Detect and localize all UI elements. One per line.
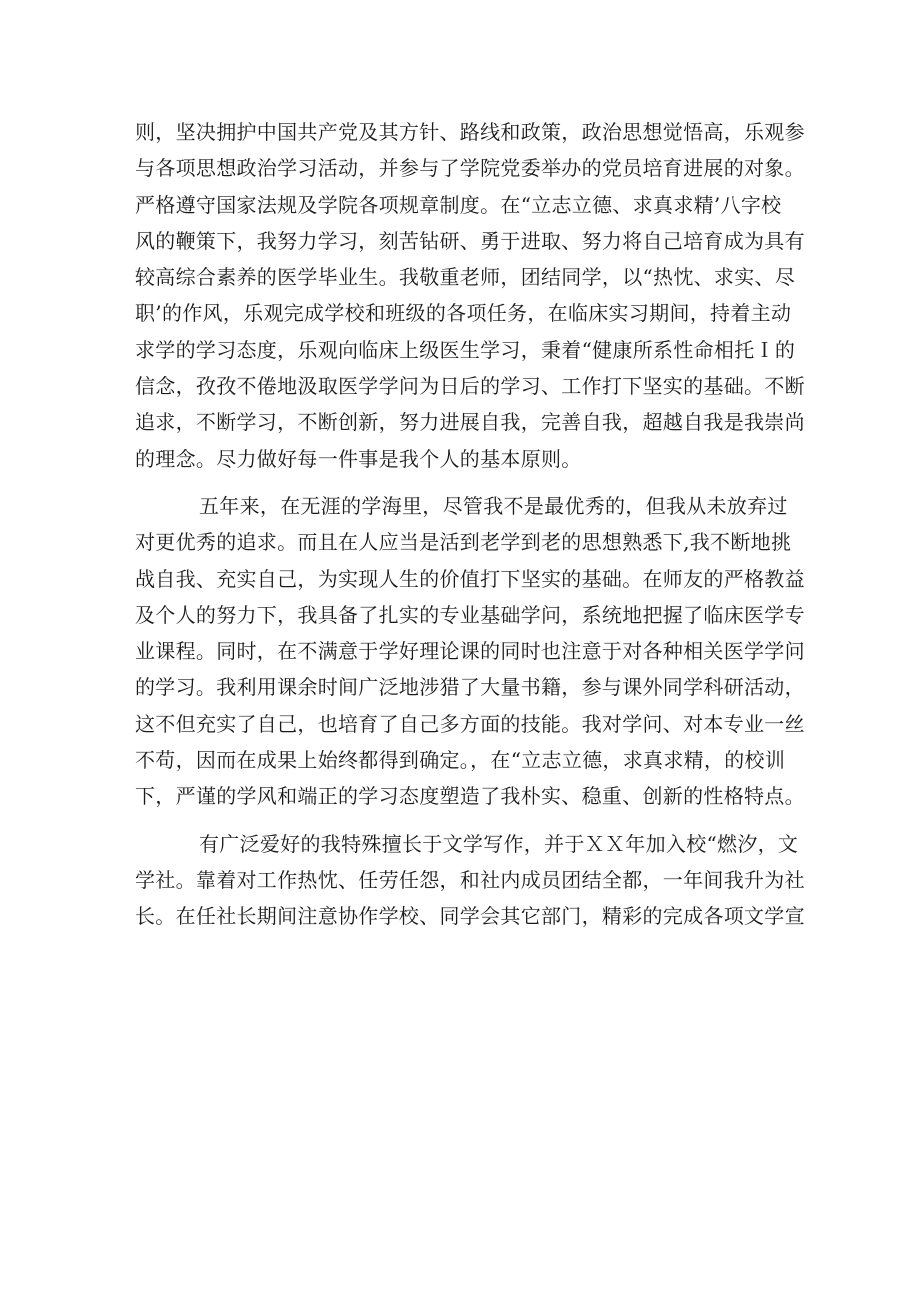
paragraph-line: 与各项思想政治学习活动，并参与了学院党委举办的党员培育进展的对象。 [135,156,805,181]
paragraph-line: 的学习。我利用课余时间广泛地涉猎了大量书籍，参与课外同学科研活动， [135,675,805,700]
paragraph-line: 下，严谨的学风和端正的学习态度塑造了我朴实、稳重、创新的性格特点。 [135,784,805,809]
paragraph-line: 长。在任社长期间注意协作学校、同学会其它部门，精彩的完成各项文学宣 [135,904,805,929]
paragraph-line: 职’的作风，乐观完成学校和班级的各项任务，在临床实习期间，持着主动 [135,301,792,326]
paragraph-line: 则，坚决拥护中国共产党及其方针、路线和政策，政治思想觉悟高，乐观参 [135,120,805,144]
paragraph-line: 不苟，因而在成果上始终都得到确定。，在“立志立德，求真求精，的校训 [135,748,786,773]
paragraph-line: 这不但充实了自己，也培育了自己多方面的技能。我对学问、对本专业一丝 [135,711,805,736]
paragraph-line: 的理念。尽力做好每一件事是我个人的基本原则。 [135,446,582,471]
paragraph-line: 及个人的努力下，我具备了扎实的专业基础学问，系统地把握了临床医学专 [135,602,805,627]
paragraph-spacer [135,477,800,488]
paragraph-line: 求学的学习态度，乐观向临床上级医生学习，秉着“健康所系性命相托Ｉ的 [135,337,796,362]
paragraph-line: 风的鞭策下，我努力学习，刻苦钻研、勇于进取、努力将自己培育成为具有 [135,228,805,253]
paragraph-line: 严格遵守国家法规及学院各项规章制度。在“立志立德、求真求精’八字校 [135,192,782,217]
paragraph-2 [135,488,805,815]
paragraph-first-line: 有广泛爱好的我特殊擅长于文学写作，并于ＸＸ年加入校“燃汐，文 [199,831,799,856]
paragraph-1 [135,114,805,477]
paragraph-line: 对更优秀的追求。而且在人应当是活到老学到老的思想熟悉下,我不断地挑 [135,530,792,555]
paragraph-line: 学社。靠着对工作热忱、任劳任怨，和社内成员团结全都，一年间我升为社 [135,867,805,892]
body-text [135,114,805,935]
paragraph-line: 战自我、充实自己，为实现人生的价值打下坚实的基础。在师友的严格教益 [135,566,805,591]
paragraph-spacer [135,815,800,826]
paragraph-line: 较高综合素养的医学毕业生。我敬重老师，团结同学，以“热忱、求实、尽 [135,265,796,290]
paragraph-line: 业课程。同时，在不满意于学好理论课的同时也注意于对各种相关医学学问 [135,639,805,664]
paragraph-first-line: 五年来，在无涯的学海里，尽管我不是最优秀的，但我从未放弃过 [199,493,788,518]
paragraph-line: 追求，不断学习，不断创新，努力进展自我，完善自我，超越自我是我崇尚 [135,410,805,435]
paragraph-3 [135,826,805,935]
paragraph-line: 信念，孜孜不倦地汲取医学学问为日后的学习、工作打下坚实的基础。不断 [135,374,805,399]
